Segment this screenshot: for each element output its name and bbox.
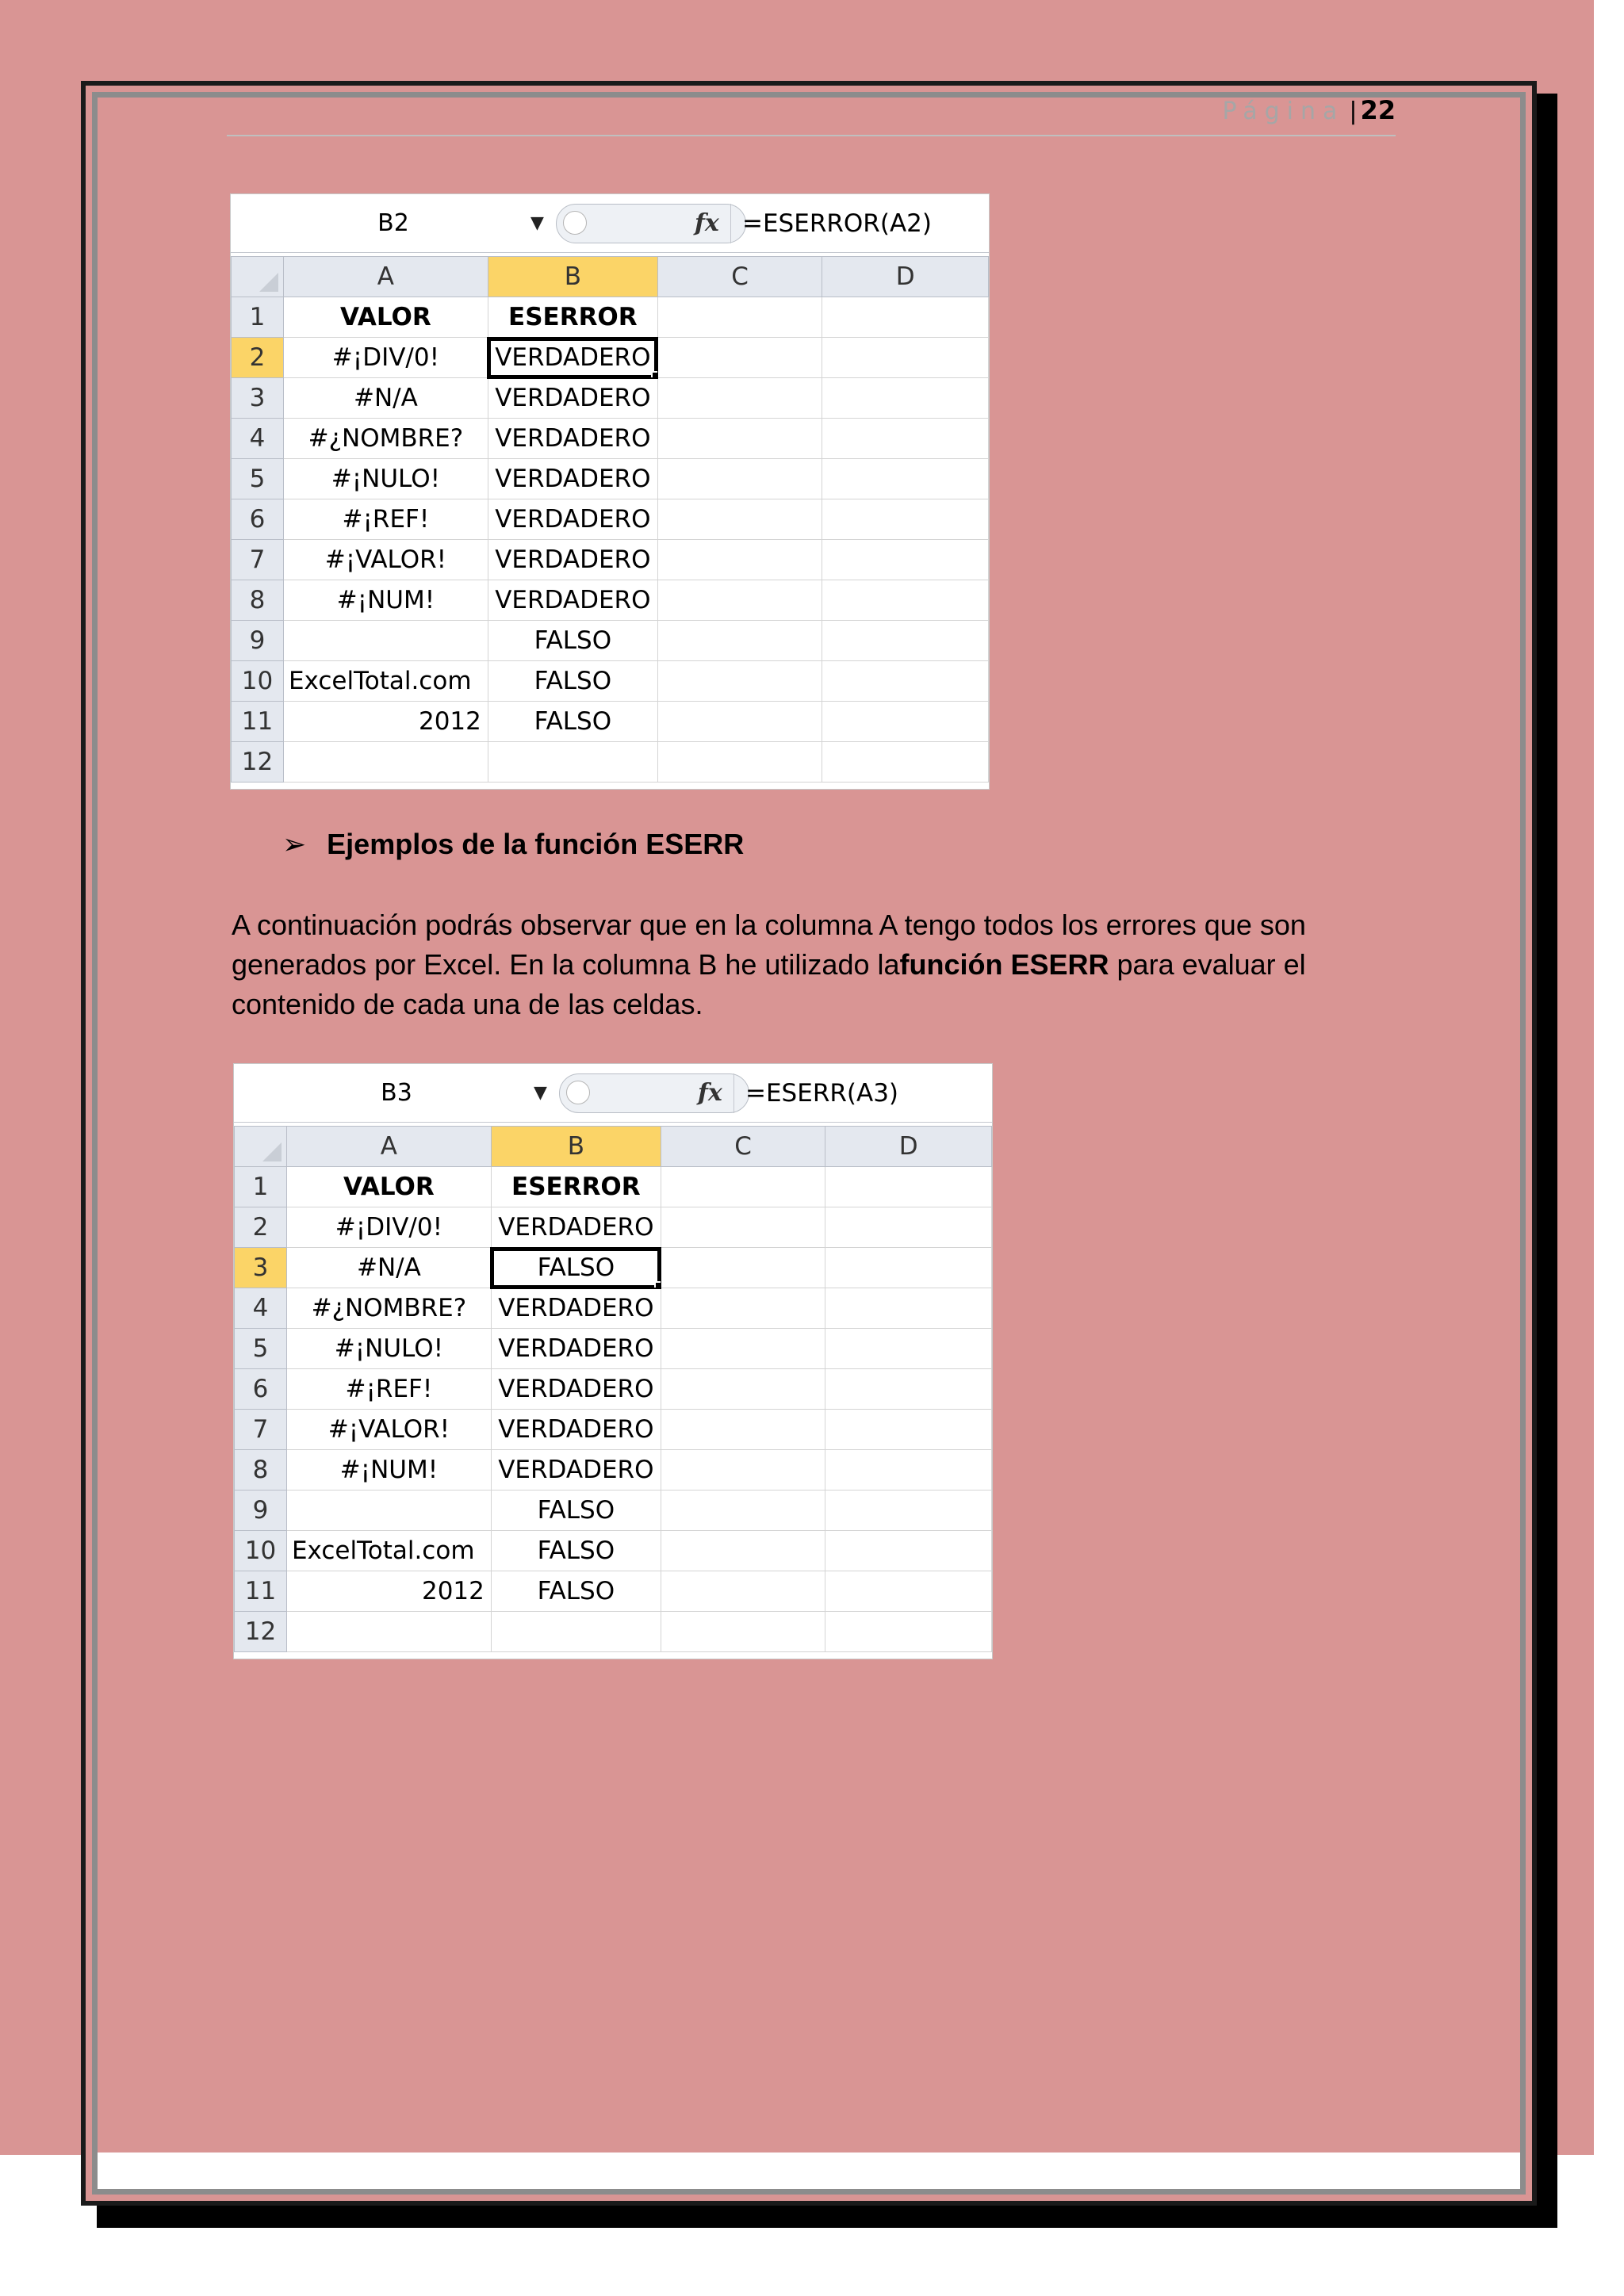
table-row <box>232 378 989 419</box>
cell-d[interactable] <box>822 621 989 661</box>
arrow-right-icon: ➢ <box>282 828 307 860</box>
cell-c[interactable] <box>657 499 822 540</box>
cell-a[interactable]: #¡VALOR! <box>283 540 488 580</box>
row-header[interactable]: 9 <box>232 621 284 661</box>
cell-b[interactable]: VERDADERO <box>488 499 657 540</box>
cell-d[interactable] <box>822 580 989 621</box>
para-text-2: para evaluar el contenido de cada una de las celdas. <box>232 948 1306 1020</box>
cell-b[interactable]: VERDADERO <box>488 419 657 459</box>
cell-d[interactable] <box>822 742 989 783</box>
table-row <box>232 580 989 621</box>
para-bold-text: función ESERR <box>899 948 1109 981</box>
cell-b[interactable]: FALSO <box>491 1531 661 1571</box>
cell-b[interactable] <box>491 1612 661 1652</box>
row-header[interactable]: 10 <box>235 1531 287 1571</box>
spreadsheet-grid <box>231 256 989 783</box>
cell-d[interactable] <box>825 1571 992 1612</box>
cell-a[interactable]: #¡DIV/0! <box>283 338 488 378</box>
cell-a[interactable]: VALOR <box>286 1167 491 1207</box>
table-row <box>235 1207 992 1248</box>
cell-a[interactable]: #N/A <box>283 378 488 419</box>
cell-a[interactable]: #¡NUM! <box>283 580 488 621</box>
table-row <box>232 661 989 702</box>
cell-c[interactable] <box>657 338 822 378</box>
cell-b[interactable]: VERDADERO <box>488 540 657 580</box>
cell-d[interactable] <box>825 1369 992 1410</box>
row-header[interactable]: 3 <box>235 1248 287 1288</box>
cell-c[interactable] <box>661 1167 825 1207</box>
column-header-d[interactable]: D <box>825 1127 992 1167</box>
table-row <box>232 419 989 459</box>
cell-d[interactable] <box>825 1167 992 1207</box>
row-header[interactable]: 2 <box>232 338 284 378</box>
cell-b[interactable]: FALSO <box>488 702 657 742</box>
cell-d[interactable] <box>822 540 989 580</box>
cell-a[interactable]: ExcelTotal.com <box>283 661 488 702</box>
table-row <box>232 459 989 499</box>
section-heading <box>282 828 744 861</box>
cell-a[interactable]: #¡REF! <box>283 499 488 540</box>
active-cell[interactable]: FALSO <box>491 1248 661 1288</box>
column-header-row <box>235 1127 992 1167</box>
table-row <box>235 1490 992 1531</box>
cell-a[interactable]: #¡NULO! <box>283 459 488 499</box>
chevron-down-icon[interactable]: ▼ <box>534 1083 547 1103</box>
section-heading-text: Ejemplos de la función ESERR <box>327 828 745 860</box>
cell-b[interactable]: VERDADERO <box>491 1207 661 1248</box>
cell-a[interactable]: #N/A <box>286 1248 491 1288</box>
cell-a[interactable]: VALOR <box>283 297 488 338</box>
table-row <box>232 702 989 742</box>
cell-d[interactable] <box>822 702 989 742</box>
excel-screenshot-eserror <box>230 193 990 790</box>
cell-a[interactable]: 2012 <box>283 702 488 742</box>
cell-a[interactable]: ExcelTotal.com <box>286 1531 491 1571</box>
cell-c[interactable] <box>661 1288 825 1329</box>
cell-c[interactable] <box>661 1450 825 1490</box>
cell-d[interactable] <box>825 1531 992 1571</box>
cell-b[interactable]: FALSO <box>491 1490 661 1531</box>
table-row <box>232 742 989 783</box>
formula-bar <box>231 194 989 253</box>
table-row <box>235 1450 992 1490</box>
row-header[interactable]: 4 <box>232 419 284 459</box>
cell-d[interactable] <box>822 378 989 419</box>
column-header-a[interactable]: A <box>286 1127 491 1167</box>
column-header-c[interactable]: C <box>661 1127 825 1167</box>
cell-a[interactable]: #¡NULO! <box>286 1329 491 1369</box>
cell-c[interactable] <box>657 661 822 702</box>
cell-b[interactable]: VERDADERO <box>491 1329 661 1369</box>
cell-b[interactable]: VERDADERO <box>491 1450 661 1490</box>
cell-b[interactable]: FALSO <box>488 661 657 702</box>
column-header-row <box>232 257 989 297</box>
select-all-corner[interactable] <box>232 257 284 297</box>
table-row <box>232 540 989 580</box>
cell-b[interactable]: VERDADERO <box>491 1410 661 1450</box>
row-header[interactable]: 3 <box>232 378 284 419</box>
cell-b[interactable]: VERDADERO <box>491 1288 661 1329</box>
row-header[interactable]: 5 <box>235 1329 287 1369</box>
cell-a[interactable] <box>283 621 488 661</box>
fx-icon[interactable]: fx <box>695 209 719 237</box>
page-word: Página <box>1222 98 1345 125</box>
table-row <box>235 1531 992 1571</box>
cell-d[interactable] <box>825 1490 992 1531</box>
cell-d[interactable] <box>822 297 989 338</box>
cell-d[interactable] <box>825 1248 992 1288</box>
row-header[interactable]: 7 <box>232 540 284 580</box>
cell-c[interactable] <box>661 1612 825 1652</box>
cell-a[interactable]: 2012 <box>286 1571 491 1612</box>
cell-c[interactable] <box>661 1369 825 1410</box>
cell-d[interactable] <box>825 1207 992 1248</box>
column-header-b[interactable]: B <box>488 257 657 297</box>
cell-b[interactable]: FALSO <box>488 621 657 661</box>
cell-a[interactable]: #¿NOMBRE? <box>286 1288 491 1329</box>
cell-b[interactable]: VERDADERO <box>491 1369 661 1410</box>
row-header[interactable]: 1 <box>235 1167 287 1207</box>
formula-bar <box>234 1064 992 1123</box>
cell-b[interactable]: FALSO <box>491 1571 661 1612</box>
cell-c[interactable] <box>657 580 822 621</box>
table-row <box>235 1369 992 1410</box>
cell-c[interactable] <box>657 297 822 338</box>
slider-knob-icon <box>563 211 587 235</box>
cell-b[interactable]: VERDADERO <box>488 459 657 499</box>
column-header-b[interactable]: B <box>491 1127 661 1167</box>
cell-c[interactable] <box>657 419 822 459</box>
slider-knob-icon <box>566 1081 590 1104</box>
para-text-1: A continuación podrás observar que en la columna A tengo todos los errores que son generados por Excel. En la columna B he utilizado la <box>232 909 1306 981</box>
cell-c[interactable] <box>661 1531 825 1571</box>
select-all-corner[interactable] <box>235 1127 287 1167</box>
cell-d[interactable] <box>822 338 989 378</box>
row-header[interactable]: 1 <box>232 297 284 338</box>
formula-input[interactable]: =ESERR(A3) <box>733 1073 898 1113</box>
cell-c[interactable] <box>661 1410 825 1450</box>
row-header[interactable]: 8 <box>232 580 284 621</box>
cell-c[interactable] <box>657 702 822 742</box>
row-header[interactable]: 11 <box>232 702 284 742</box>
cell-c[interactable] <box>657 742 822 783</box>
row-header[interactable]: 7 <box>235 1410 287 1450</box>
header-separator: | <box>1349 98 1358 125</box>
cell-b[interactable]: ESERROR <box>488 297 657 338</box>
page-footer-band <box>98 2152 1520 2189</box>
table-row <box>232 621 989 661</box>
cell-d[interactable] <box>825 1410 992 1450</box>
cell-d[interactable] <box>822 499 989 540</box>
cell-a[interactable]: #¡VALOR! <box>286 1410 491 1450</box>
table-row <box>232 338 989 378</box>
column-header-a[interactable]: A <box>283 257 488 297</box>
row-header[interactable]: 11 <box>235 1571 287 1612</box>
cell-c[interactable] <box>661 1329 825 1369</box>
cell-b[interactable]: VERDADERO <box>488 580 657 621</box>
cell-a[interactable] <box>286 1612 491 1652</box>
table-row <box>235 1167 992 1207</box>
table-row <box>235 1410 992 1450</box>
row-header[interactable]: 5 <box>232 459 284 499</box>
cell-d[interactable] <box>822 419 989 459</box>
cell-b[interactable]: ESERROR <box>491 1167 661 1207</box>
cell-c[interactable] <box>661 1207 825 1248</box>
cell-c[interactable] <box>661 1248 825 1288</box>
table-row <box>235 1329 992 1369</box>
row-header[interactable]: 4 <box>235 1288 287 1329</box>
cell-a[interactable] <box>283 742 488 783</box>
cell-b[interactable]: VERDADERO <box>488 378 657 419</box>
table-row <box>232 499 989 540</box>
cell-c[interactable] <box>657 621 822 661</box>
page-number: 22 <box>1360 95 1396 125</box>
cell-d[interactable] <box>825 1329 992 1369</box>
row-header[interactable]: 6 <box>235 1369 287 1410</box>
cell-c[interactable] <box>657 540 822 580</box>
cell-a[interactable]: #¡NUM! <box>286 1450 491 1490</box>
fx-icon[interactable]: fx <box>698 1079 722 1107</box>
name-box[interactable]: B2 <box>377 209 409 237</box>
excel-screenshot-eserr <box>233 1063 993 1659</box>
row-header[interactable]: 6 <box>232 499 284 540</box>
cell-a[interactable]: #¡REF! <box>286 1369 491 1410</box>
cell-c[interactable] <box>661 1571 825 1612</box>
active-cell[interactable]: VERDADERO <box>488 338 657 378</box>
cell-a[interactable]: #¿NOMBRE? <box>283 419 488 459</box>
formula-input[interactable]: =ESERROR(A2) <box>730 204 932 243</box>
table-row <box>232 297 989 338</box>
name-box[interactable]: B3 <box>381 1079 412 1107</box>
cell-b[interactable] <box>488 742 657 783</box>
row-header[interactable]: 12 <box>232 742 284 783</box>
cell-c[interactable] <box>661 1490 825 1531</box>
row-header[interactable]: 2 <box>235 1207 287 1248</box>
cell-d[interactable] <box>825 1450 992 1490</box>
row-header[interactable]: 12 <box>235 1612 287 1652</box>
cell-a[interactable]: #¡DIV/0! <box>286 1207 491 1248</box>
body-paragraph <box>232 905 1405 1024</box>
cell-c[interactable] <box>657 459 822 499</box>
table-row <box>235 1571 992 1612</box>
table-row <box>235 1288 992 1329</box>
row-header[interactable]: 10 <box>232 661 284 702</box>
cell-c[interactable] <box>657 378 822 419</box>
table-row <box>235 1612 992 1652</box>
column-header-c[interactable]: C <box>657 257 822 297</box>
page-header <box>227 95 1396 136</box>
row-header[interactable]: 8 <box>235 1450 287 1490</box>
cell-d[interactable] <box>825 1288 992 1329</box>
cell-d[interactable] <box>822 459 989 499</box>
row-header[interactable]: 9 <box>235 1490 287 1531</box>
column-header-d[interactable]: D <box>822 257 989 297</box>
cell-a[interactable] <box>286 1490 491 1531</box>
cell-d[interactable] <box>825 1612 992 1652</box>
chevron-down-icon[interactable]: ▼ <box>530 213 544 233</box>
spreadsheet-grid <box>234 1126 992 1652</box>
cell-d[interactable] <box>822 661 989 702</box>
table-row <box>235 1248 992 1288</box>
